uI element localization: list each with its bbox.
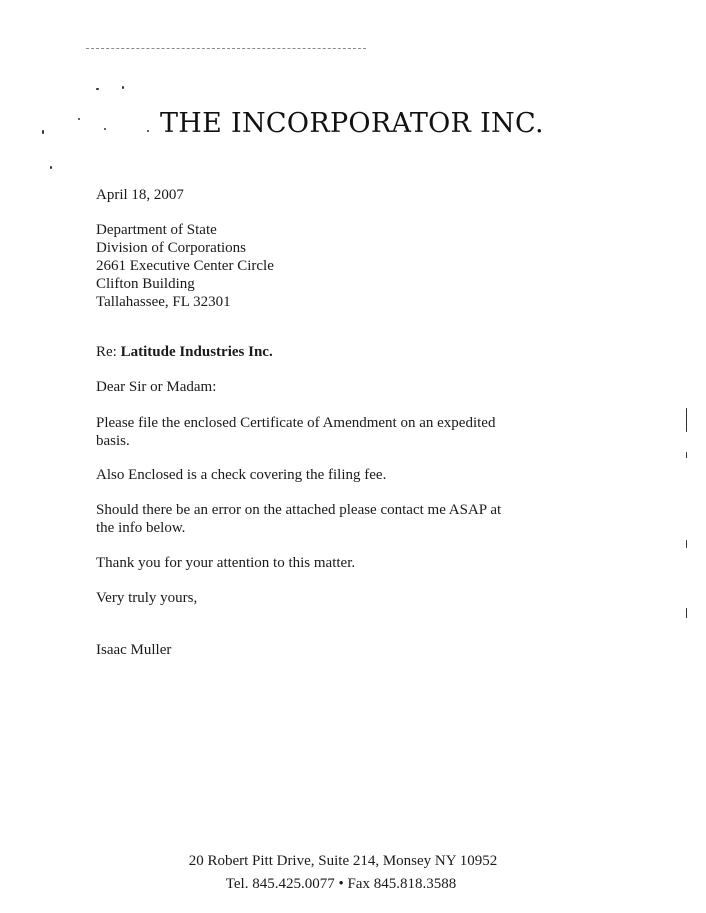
footer-address: 20 Robert Pitt Drive, Suite 214, Monsey NY 10952	[188, 853, 498, 869]
scan-speck	[78, 118, 80, 120]
paragraph-3-line: the info below.	[96, 520, 186, 536]
paragraph-1	[96, 414, 495, 450]
paragraph-3-line: Should there be an error on the attached please contact me ASAP at	[96, 502, 502, 518]
company-letterhead: THE INCORPORATOR INC.	[160, 108, 544, 139]
footer-contact: Tel. 845.425.0077 • Fax 845.818.3588	[225, 876, 457, 892]
paragraph-2: Also Enclosed is a check covering the filing fee.	[96, 467, 387, 483]
recipient-line: Tallahassee, FL 32301	[96, 294, 231, 310]
scan-speck	[122, 86, 124, 89]
scan-speck	[686, 452, 687, 458]
scan-speck	[686, 408, 687, 432]
re-label: Re:	[96, 344, 117, 360]
re-subject: Latitude Industries Inc.	[120, 344, 273, 360]
paragraph-1-line: basis.	[96, 433, 130, 449]
recipient-line: 2661 Executive Center Circle	[96, 258, 274, 274]
recipient-line: Division of Corporations	[96, 240, 246, 256]
recipient-line: Clifton Building	[96, 276, 195, 292]
paragraph-3	[96, 501, 501, 537]
scan-speck	[96, 88, 99, 90]
scan-speck	[104, 128, 106, 130]
scan-speck	[42, 130, 44, 134]
closing: Very truly yours,	[96, 590, 198, 606]
scan-speck	[147, 130, 149, 132]
recipient-line: Department of State	[96, 222, 217, 238]
re-line	[96, 343, 273, 361]
scan-speck	[50, 166, 52, 169]
letter-date: April 18, 2007	[96, 187, 184, 203]
recipient-address	[96, 221, 274, 311]
scan-speck	[686, 608, 687, 618]
scan-artifact-line	[86, 48, 366, 49]
paragraph-4: Thank you for your attention to this matter.	[96, 555, 356, 571]
scan-speck	[686, 540, 687, 548]
salutation: Dear Sir or Madam:	[96, 379, 217, 395]
paragraph-1-line: Please file the enclosed Certificate of Amendment on an expedited	[96, 415, 496, 431]
signature-name: Isaac Muller	[96, 642, 172, 658]
